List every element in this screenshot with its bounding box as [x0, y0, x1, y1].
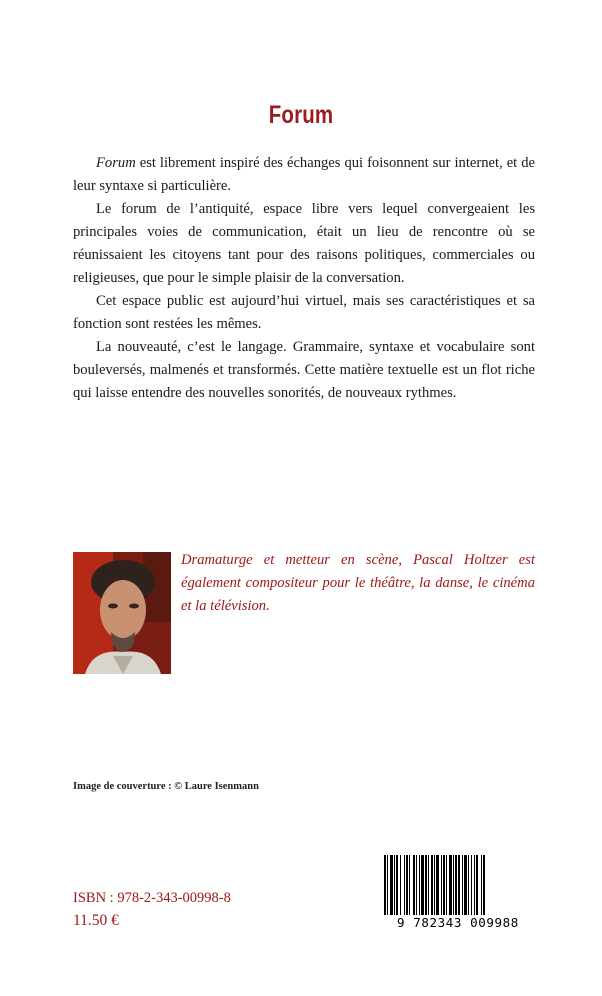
barcode-bar — [481, 855, 482, 915]
blurb-paragraph-2: Le forum de l’antiquité, espace libre vers lequel convergeaient les principales voies de communication, était un lieu de rencontre où se réunissaient les citoyens tant pour des raisons politiques, commerciales ou religieuses, que pour le simple plaisir de la conversation. — [73, 201, 535, 286]
title-italic: Forum — [96, 155, 136, 171]
book-title: Forum — [268, 100, 334, 129]
barcode-bar — [471, 855, 472, 915]
barcode-bar — [441, 855, 442, 915]
barcode-bar — [413, 855, 415, 915]
barcode-bar — [455, 855, 457, 915]
blurb-paragraph-1 — [73, 152, 535, 198]
barcode-bars — [378, 853, 538, 917]
barcode-bar — [428, 855, 429, 915]
barcode-bar — [409, 855, 410, 915]
barcode-bar — [394, 855, 395, 915]
barcode-bar — [462, 855, 463, 915]
barcode-bar — [396, 855, 398, 915]
barcode-bar — [449, 855, 452, 915]
barcode-bar — [404, 855, 405, 915]
author-photo — [73, 552, 171, 674]
barcode-digits: 9 782343 009988 — [397, 915, 519, 930]
barcode-bar — [436, 855, 439, 915]
barcode-bar — [474, 855, 475, 915]
barcode-bar — [390, 855, 393, 915]
barcode — [378, 853, 538, 933]
barcode-bar — [468, 855, 469, 915]
barcode-bar — [384, 855, 386, 915]
blurb-paragraph-3: Cet espace public est aujourd’hui virtuel, mais ses caractéristiques et sa fonction sont restées les mêmes. — [73, 293, 535, 332]
barcode-bar — [421, 855, 424, 915]
blurb-paragraph-1-text: est librement inspiré des échanges qui foisonnent sur internet, et de leur syntaxe si particulière. — [73, 155, 535, 194]
barcode-bar — [476, 855, 478, 915]
author-bio: Dramaturge et metteur en scène, Pascal Holtzer est également compositeur pour le théâtre, la danse, le cinéma et la télévision. — [181, 552, 535, 614]
barcode-bar — [458, 855, 460, 915]
barcode-bar — [387, 855, 388, 915]
barcode-bar — [446, 855, 447, 915]
barcode-bar — [443, 855, 445, 915]
blurb-paragraph-4: La nouveauté, c’est le langage. Grammaire, syntaxe et vocabulaire sont bouleversés, malmenés et transformés. Cette matière textuelle est un flot riche qui laisse entendre des nouvelles sonorités, de nouveaux rythmes. — [73, 339, 535, 401]
barcode-bar — [416, 855, 417, 915]
price: 11.50 € — [73, 912, 119, 929]
barcode-bar — [406, 855, 408, 915]
barcode-bar — [434, 855, 435, 915]
barcode-bar — [483, 855, 485, 915]
barcode-bar — [419, 855, 420, 915]
isbn: ISBN : 978-2-343-00998-8 — [73, 890, 231, 906]
barcode-bar — [425, 855, 427, 915]
barcode-bar — [464, 855, 467, 915]
barcode-bar — [431, 855, 433, 915]
cover-image-credit: Image de couverture : © Laure Isenmann — [73, 781, 259, 792]
back-cover-blurb — [73, 152, 535, 405]
barcode-bar — [400, 855, 401, 915]
barcode-bar — [453, 855, 454, 915]
